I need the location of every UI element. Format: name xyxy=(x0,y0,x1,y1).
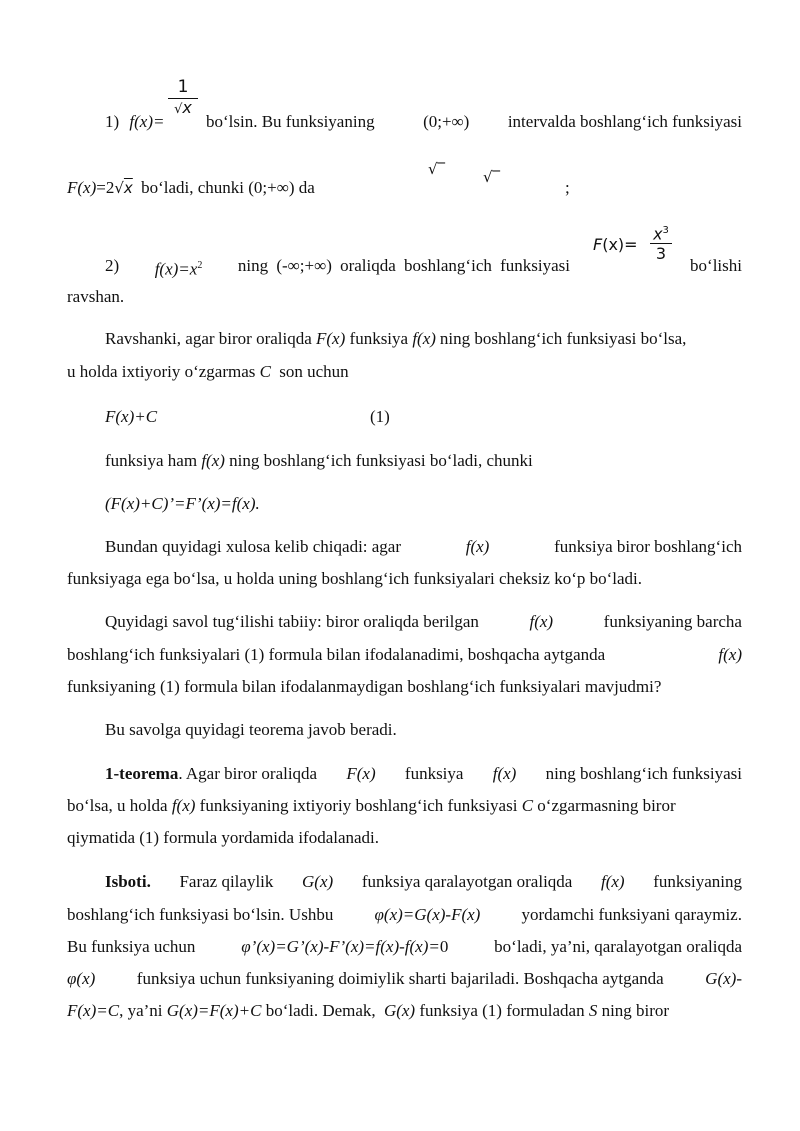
formula-derivative xyxy=(105,494,742,514)
proof-text: funksiya uchun funksiyaning doimiylik sharti bajariladi. Boshqacha aytganda xyxy=(136,969,664,988)
proof-text: Faraz qilaylik xyxy=(179,872,274,891)
p1b-text: bo‘ladi, chunki (0;+∞) da xyxy=(141,178,315,197)
proof-line-5 xyxy=(67,1001,742,1021)
p2-cont: ravshan. xyxy=(67,287,125,306)
function-fx: f(x)= xyxy=(129,112,165,131)
theorem-text: . Agar biror oraliqda xyxy=(178,764,318,783)
p1b-eq: =2 xyxy=(96,178,115,197)
function-fx: f(x) xyxy=(201,451,225,470)
p1-interval: (0;+∞) xyxy=(423,112,470,131)
proof-line-4 xyxy=(67,969,742,989)
function-Fx: F(x) xyxy=(346,764,376,783)
p3-text: ning boshlang‘ich funksiyasi bo‘lsa, xyxy=(439,329,687,348)
function-fx: f(x) xyxy=(600,872,625,891)
function-fx: f(x) xyxy=(529,612,554,631)
constant-C: C xyxy=(521,796,534,815)
denominator-3: 3 xyxy=(650,243,672,264)
theorem-text: funksiyaning ixtiyoriy boshlang‘ich funksiyasi xyxy=(199,796,518,815)
p2-text-a: ning (-∞;+∞) oraliqda boshlang‘ich funksiyasi xyxy=(237,256,570,275)
theorem-line-2 xyxy=(67,796,742,816)
formula-expression: F(x)+C xyxy=(105,407,158,426)
p4-line xyxy=(105,451,742,471)
p4-text: funksiya ham xyxy=(105,451,198,470)
function-fx: f(x) xyxy=(412,329,436,348)
p1b-line xyxy=(67,178,742,198)
proof-text: bo‘ladi. Demak, xyxy=(265,1001,376,1020)
p1-text-b: intervalda boshlang‘ich funksiyasi xyxy=(507,112,742,131)
p3-text: son uchun xyxy=(279,362,349,381)
function-phi: φ(x)=G(x)-F(x) xyxy=(374,905,481,924)
p6-text: funksiyaning barcha xyxy=(603,612,742,631)
sqrt-symbol: √ xyxy=(114,179,124,197)
function-fx: f(x) xyxy=(171,796,196,815)
function-fx2: f(x)=x xyxy=(154,259,198,279)
p5-line-1 xyxy=(105,537,742,557)
p7-line: Bu savolga quyidagi teorema javob beradi. xyxy=(105,720,397,739)
theorem-text: funksiya xyxy=(404,764,464,783)
item-number: 2) xyxy=(105,256,120,275)
proof-text: funksiya (1) formuladan xyxy=(419,1001,585,1020)
proof-text: funksiyaning xyxy=(653,872,742,891)
p3-text: u holda ixtiyoriy o‘zgarmas xyxy=(67,362,256,381)
F-symbol: F xyxy=(593,235,603,254)
p6-line-2 xyxy=(67,645,742,665)
proof-text: boshlang‘ich funksiyasi bo‘lsin. Ushbu xyxy=(67,905,334,924)
proof-text: , ya’ni xyxy=(119,1001,163,1020)
exponent-2: 2 xyxy=(197,260,203,271)
proof-text: funksiya qaralayotgan oraliqda xyxy=(361,872,573,891)
p5-text: funksiya biror boshlang‘ich xyxy=(554,537,742,556)
proof-line-1 xyxy=(105,872,742,892)
sqrt-fragment-2: √‾ xyxy=(483,168,501,186)
p6-text: boshlang‘ich funksiyalari (1) formula bilan ifodalanadimi, boshqacha aytganda xyxy=(67,645,606,664)
item-number: 1) xyxy=(105,112,120,131)
p5-line-2: funksiyaga ega bo‘lsa, u holda uning boshlang‘ich funksiyalari cheksiz ko‘p bo‘ladi. xyxy=(67,569,643,588)
F-arg: (x)= xyxy=(602,235,638,254)
p2-text-b: bo‘lishi xyxy=(690,256,742,275)
theorem-line-3: qiymatida (1) formula yordamida ifodalanadi. xyxy=(67,828,380,847)
theorem-label: 1-teorema xyxy=(105,764,179,783)
p3-line-1 xyxy=(105,329,742,349)
proof-label: Isboti. xyxy=(105,872,151,891)
p2-line xyxy=(105,256,570,280)
function-Gx: G(x) xyxy=(302,872,334,891)
fraction-numerator: 1 xyxy=(177,77,189,97)
proof-text: yordamchi funksiyani qaraymiz. xyxy=(521,905,742,924)
proof-text: Bu funksiya uchun xyxy=(67,937,196,956)
zero-value: 0 xyxy=(439,937,449,956)
derivative-expression: φ’(x)=G’(x)-F’(x)=f(x)-f(x)= xyxy=(241,937,440,956)
formula-1 xyxy=(105,407,742,427)
theorem-text: bo‘lsa, u holda xyxy=(67,796,168,815)
p3-text: Ravshanki, agar biror oraliqda xyxy=(105,329,312,348)
theorem-text: ning boshlang‘ich funksiyasi xyxy=(545,764,742,783)
p3-line-2 xyxy=(67,362,742,382)
formula-expression: (F(x)+C)’=F’(x)=f(x). xyxy=(105,494,260,513)
function-phi: φ(x) xyxy=(67,969,96,988)
p1-text-a: bo‘lsin. Bu funksiyaning xyxy=(206,112,375,131)
sqrt-x: x xyxy=(123,179,133,197)
constant-C: C xyxy=(259,362,271,381)
numerator-x3 xyxy=(650,222,672,243)
p6-text: Quyidagi savol tug‘ilishi tabiiy: biror oraliqda berilgan xyxy=(105,612,479,631)
function-Gx: G(x) xyxy=(383,1001,416,1020)
p3-text: funksiya xyxy=(349,329,409,348)
function-Fx: F(x)=C xyxy=(67,1001,120,1020)
exponent-3: 3 xyxy=(662,225,669,236)
p5-text: Bundan quyidagi xulosa kelib chiqadi: agar xyxy=(105,537,402,556)
function-Fx: F(x) xyxy=(67,178,97,197)
sqrt-fragment-1: √‾ xyxy=(428,160,446,178)
function-fx: f(x) xyxy=(718,645,742,664)
constant-S: S xyxy=(588,1001,598,1020)
function-fx: f(x) xyxy=(492,764,517,783)
function-Fx: F(x) xyxy=(316,329,346,348)
semicolon: ; xyxy=(565,178,570,197)
function-fx: f(x) xyxy=(465,537,490,556)
p6-line-3: funksiyaning (1) formula bilan ifodalanmaydigan boshlang‘ich funksiyalari mavjudmi? xyxy=(67,677,662,696)
proof-line-2 xyxy=(67,905,742,925)
proof-line-3 xyxy=(67,937,742,957)
proof-text: ning biror xyxy=(601,1001,670,1020)
equation: G(x)=F(x)+C xyxy=(166,1001,262,1020)
p4-text: ning boshlang‘ich funksiyasi bo‘ladi, chunki xyxy=(229,451,533,470)
x-symbol: x xyxy=(653,224,663,244)
proof-text: bo‘ladi, ya’ni, qaralayotgan oraliqda xyxy=(494,937,742,956)
p6-line-1 xyxy=(105,612,742,632)
formula-number: (1) xyxy=(370,407,390,426)
fraction-x: x xyxy=(182,98,192,117)
theorem-line-1 xyxy=(105,764,742,784)
function-Gx: G(x)- xyxy=(705,969,742,988)
p1-line-rest xyxy=(206,112,742,132)
theorem-text: o‘zgarmasning biror xyxy=(537,796,676,815)
sqrt-symbol: √ xyxy=(174,102,183,117)
